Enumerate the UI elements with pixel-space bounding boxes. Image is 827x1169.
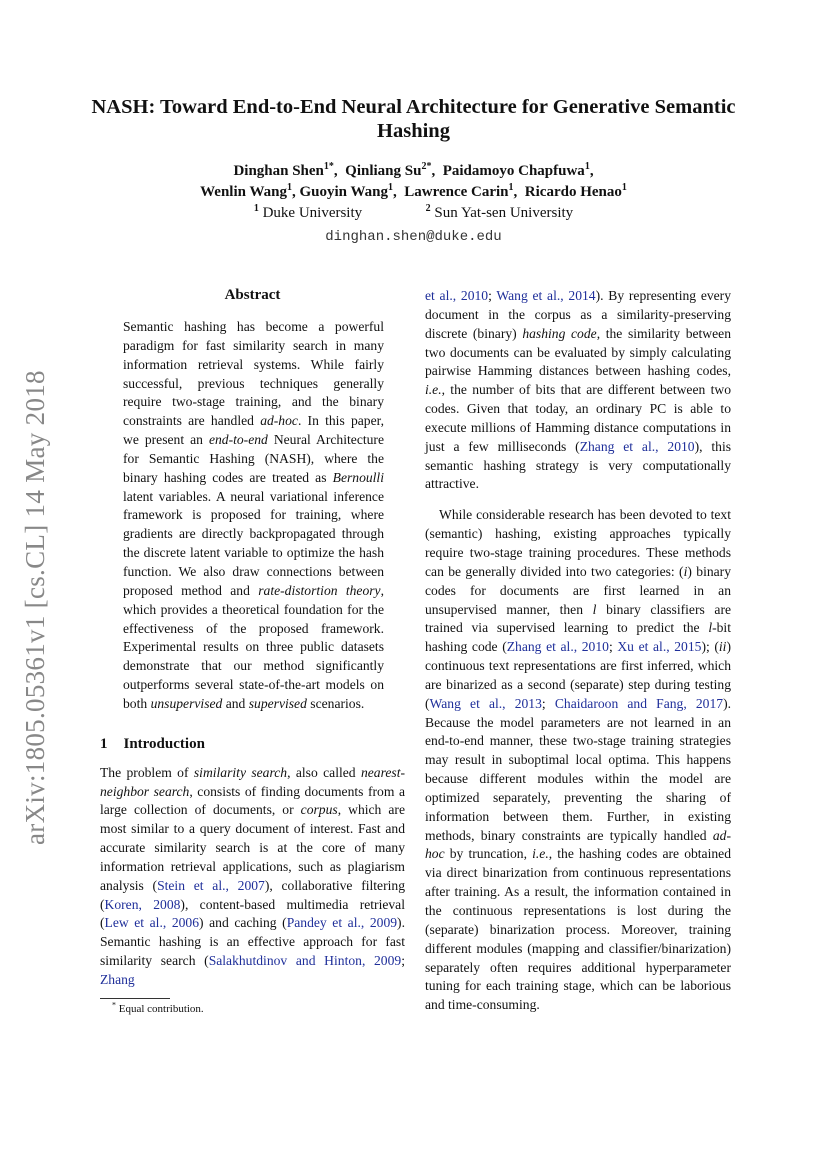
emphasis-text: rate-distortion theory — [258, 582, 381, 598]
author: Ricardo Henao$^1$ — [524, 182, 627, 200]
body-text: While considerable research has been devoted to text (semantic) hashing, existing approaches typically require two-stage training procedures. These methods can be generally divided into two categories: ( — [425, 507, 731, 579]
emphasis-text: end-to-end — [208, 432, 268, 448]
emphasis-text: Bernoulli — [332, 469, 384, 485]
citation-link[interactable]: Chaidaroon and Fang, 2017 — [554, 695, 724, 711]
body-text: ), content-based multimedia retrieval ( — [100, 896, 405, 931]
citation-link[interactable]: Zhang et al., 2010 — [579, 438, 695, 454]
citation-link[interactable]: Zhang — [100, 972, 135, 987]
body-text: , the similarity between two documents can be evaluated by simply calculating pairwise Hamming distances between hashing codes, — [425, 325, 731, 379]
body-text: , the hashing codes are obtained via direct binarization from continuous representations after training. As a result, the information contained in the continuous representations is lost during the (separate) binarization process. Moreover, training different modules (mapping and classifier/binarization) separately often requires additional hyperparameter tuning for each training stage, which can be laborious and time-consuming. — [425, 846, 731, 1013]
citation-link[interactable]: Wang et al., 2014 — [496, 288, 596, 303]
body-text: binary classifiers are trained via supervised learning to predict the — [425, 601, 732, 636]
body-text: ), collaborative filtering ( — [100, 877, 405, 912]
citation-link[interactable]: Zhang et al., 2010 — [506, 639, 609, 655]
footnote-rule — [100, 998, 170, 999]
emphasis-text: similarity search — [193, 764, 288, 780]
arxiv-stamp: arXiv:1805.05361v1 [cs.CL] 14 May 2018 — [20, 370, 50, 845]
emphasis-text: unsupervised — [150, 695, 223, 711]
body-text: ; — [488, 288, 497, 303]
body-text: , also called — [287, 764, 361, 780]
emphasis-text: l — [592, 601, 597, 617]
body-text: ) and caching ( — [199, 915, 287, 931]
contact-email[interactable]: dinghan.shen@duke.edu — [325, 229, 502, 245]
abstract-heading: Abstract — [224, 287, 281, 303]
body-text: . In this paper, we present an — [123, 413, 384, 448]
paper-header — [80, 95, 747, 246]
emphasis-text: i — [683, 563, 688, 579]
citation-link[interactable]: Stein et al., 2007 — [157, 877, 265, 893]
body-text: scenarios. — [306, 695, 365, 711]
emphasis-text: ii — [718, 639, 727, 655]
emphasis-text: corpus — [300, 802, 338, 818]
author: Dinghan Shen$^{1*}$ — [233, 161, 334, 179]
body-text: ) continuous text representations are first inferred, which are binarized as a second (separate) step during testing ( — [425, 639, 731, 711]
body-text: ; — [401, 953, 405, 969]
emphasis-text: ad-hoc — [425, 827, 731, 862]
emphasis-text: supervised — [248, 695, 307, 711]
emphasis-text: l — [708, 620, 713, 636]
emphasis-text: i.e. — [425, 382, 442, 398]
body-text: ; — [608, 639, 618, 655]
affiliations — [80, 203, 747, 223]
body-text: , consists of finding documents from a large collection of documents, or — [100, 783, 405, 818]
body-text: ); ( — [701, 639, 719, 655]
citation-link[interactable]: Pandey et al., 2009 — [286, 915, 398, 931]
emphasis-text: ad-hoc — [260, 413, 298, 429]
right-column — [425, 287, 731, 1015]
left-column — [100, 285, 405, 1016]
body-text: Semantic hashing has become a powerful paradigm for fast similarity search in many information retrieval systems. While fairly successful, previous techniques generally require two-stage training, and the binary constraints are handled — [123, 319, 384, 429]
body-text: and — [222, 695, 249, 711]
affiliation: $^1$ Duke University — [253, 203, 363, 221]
body-text: ) binary codes for documents are first learned in an unsupervised manner, then — [425, 563, 732, 617]
intro-paragraph-1 — [100, 764, 405, 990]
citation-link[interactable]: et al., 2010 — [425, 288, 489, 303]
emphasis-text: i.e. — [532, 846, 549, 862]
citation-link[interactable]: Koren, 2008 — [104, 896, 181, 912]
section-heading-introduction — [100, 734, 405, 754]
body-text: latent variables. A neural variational inference framework is proposed for training, where gradients are directly backpropagated through the discrete latent variable to optimize the hash function. We also draw connections between proposed method and — [123, 488, 384, 598]
affiliation: $^2$ Sun Yat-sen University — [425, 203, 574, 221]
body-text: , which are most similar to a query document of interest. Fast and accurate similarity search is at the core of many information retrieval applications, such as plagiarism analysis ( — [100, 802, 405, 893]
author: Qinliang $Su^{2*}$ — [345, 161, 432, 179]
body-text: Neural Architecture for Semantic Hashing (NASH), where the binary hashing codes are treated as — [123, 432, 384, 485]
citation-link[interactable]: Wang et al., 2013 — [429, 695, 542, 711]
emphasis-text: nearest-neighbor search — [100, 764, 405, 799]
section-title: Introduction — [123, 735, 205, 752]
section-number: 1 — [100, 735, 108, 752]
body-text: The problem of — [100, 764, 194, 780]
author-line-1: Dinghan Shen$^{1*}$, Qinliang $Su^{2*}$, Paidamoyo Chapfuwa$^1$, — [233, 161, 594, 179]
abstract-text — [123, 318, 384, 714]
body-text: -bit hashing code ( — [425, 620, 731, 655]
body-text: ), this semantic hashing strategy is very computationally attractive. — [425, 438, 732, 492]
citation-link[interactable]: Lew et al., 2006 — [104, 915, 200, 931]
emphasis-text: hashing code — [522, 325, 597, 341]
author: Wenlin Wang$^1$ — [200, 182, 292, 200]
body-text: , the number of bits that are different between two codes. Given that today, an ordinary PC is able to execute millions of Hamming distance computations in just a few milliseconds ( — [425, 382, 731, 454]
paper-title: NASH: Toward End-to-End Neural Architecture for Generative Semantic Hashing — [91, 96, 736, 142]
body-text: ). Semantic hashing is an effective approach for fast similarity search ( — [100, 915, 405, 969]
author-line-2: Wenlin Wang$^1$, Guoyin Wang$^1$, Lawrence Carin$^1$, Ricardo Henao$^1$ — [200, 182, 627, 200]
citation-link[interactable]: Salakhutdinov and Hinton, 2009 — [208, 953, 402, 969]
author: Guoyin Wang$^1$ — [299, 182, 393, 200]
body-text: ; — [541, 695, 555, 711]
author: Paidamoyo Chapfuwa$^1$ — [442, 161, 590, 179]
body-text: ). By representing every document in the corpus as a similarity-preserving discrete (binary) — [425, 288, 732, 341]
intro-paragraph-1-continued — [425, 287, 731, 494]
body-text: by truncation, — [444, 846, 533, 862]
intro-paragraph-2 — [425, 506, 731, 1015]
citation-link[interactable]: Xu et al., 2015 — [617, 639, 702, 655]
body-text: ). Because the model parameters are not learned in an end-to-end manner, these two-stage training strategies may result in suboptimal local optima. This happens because different modules within the model are optimized separately, preventing the sharing of information between them. Further, in existing methods, binary constraints are typically handled — [425, 695, 731, 843]
body-text: , which provides a theoretical foundation for the effectiveness of the proposed framework. Experimental results on three public datasets demonstrate that our method significantly outperforms several state-of-the-art models on both — [123, 582, 384, 711]
author: Lawrence Carin$^1$ — [404, 182, 514, 200]
footnote: * Equal contribution. — [112, 1000, 204, 1015]
